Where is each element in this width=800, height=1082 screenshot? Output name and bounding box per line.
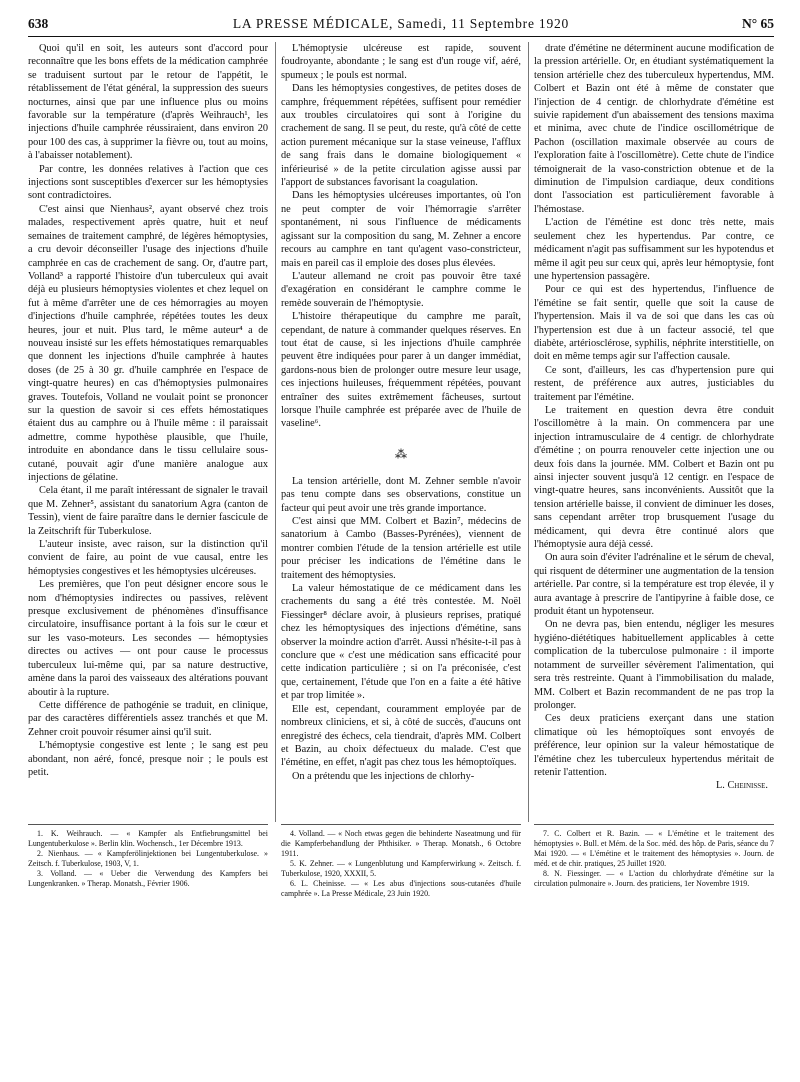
- paragraph: On aura soin d'éviter l'adrénaline et le sérum de cheval, qui risquent de déterminer une augmentation de la tension artérielle. Par contre, si la température est trop élevée, il y aura avantage à prescrire de l'antipyrine à faible dose, ce produit étant un hypotenseur.: [534, 552, 774, 618]
- paragraph: L'hémoptysie congestive est lente ; le sang est peu abondant, non aéré, foncé, presque noir ; le pouls est petit.: [28, 740, 268, 778]
- paragraph: Par contre, les données relatives à l'action que ces injections sont susceptibles d'exercer sur les hémoptysies sont contradictoires.: [28, 163, 268, 202]
- column-2: [281, 42, 521, 814]
- paragraph: Les premières, que l'on peut désigner encore sous le nom d'hémoptysies indirectes ou passives, relèvent presque exclusivement de phénomènes d'insuffisance circulatoire, insuffisance portant à la fois sur le cœur et sur les vaso-moteurs. Les secondes — hémoptysies directes ou actives — ont pour cause le processus tuberculeux lui-même qui, par sa nature destructive, amène dans la paroi des vaisseaux des altérations pouvant aboutir à la rupture.: [28, 579, 268, 698]
- page-header: [28, 14, 774, 37]
- paragraph: La valeur hémostatique de ce médicament dans les crachements du sang a été très contestée. M. Noël Fiessinger⁸ déclare avoir, à plusieurs reprises, pratiqué chez les hémoptysiques des injections d'émétine, sans observer la moindre action d'arrêt. Aussi n'hésite-t-il pas à conclure que « c'est une médication sans efficacité pour cette indication particulière ; si on l'a préconisée, c'est que, certainement, l'étude que l'on en a faite a été hâtive et par trop limitée ».: [281, 583, 521, 702]
- paragraph: C'est ainsi que MM. Colbert et Bazin⁷, médecins de sanatorium à Cambo (Basses-Pyrénées), viennent de montrer combien l'étude de la tension artérielle est utile pour préciser les indications de l'émétine dans le traitement des hémoptysies.: [281, 516, 521, 581]
- column-3: [534, 42, 774, 814]
- paragraph: On ne devra pas, bien entendu, négliger les mesures hygiéno-diététiques habituellement applicables à cette complication de la tuberculose pulmonaire : il importe notamment de surveiller sévèrement l'alimentation, qui sera très restreinte. Quant à l'immobilisation du malade, MM. Colbert et Bazin recommandent de ne pas trop la prolonger.: [534, 619, 774, 711]
- footnote: 7. C. Colbert et R. Bazin. — « L'émétine et le traitement des hémoptysies ». Bull. et Mém. de la Soc. méd. des hôp. de Paris, séance du 7 Mai 1920. — « L'émétine et le traitement des hémoptysies ». Journ. de méd. et de chir. pratiques, 25 Juillet 1920.: [534, 829, 774, 868]
- paragraph: Elle est, cependant, couramment employée par de nombreux cliniciens, et si, à côté de succès, d'aucuns ont enregistré des échecs, cela tiendrait, d'après MM. Colbert et Bazin, au choix défectueux du malade. C'est que l'émétine, en effet, n'agit pas chez tous les hémoptoïques.: [281, 703, 521, 769]
- paragraph: Ces deux praticiens exerçant dans une station climatique où les hémoptoïques sont envoyés de préférence, leur opinion sur la valeur hémostatique de l'émétine chez les tuberculeux hypertendus méritait de retenir l'attention.: [534, 713, 774, 778]
- journal-title: LA PRESSE MÉDICALE, Samedi, 11 Septembre 1920: [232, 16, 570, 31]
- paragraph: C'est ainsi que Nienhaus², ayant observé chez trois malades, respectivement après quatre, huit et neuf semaines de traitement camphré, de légères hémoptysies, a cru devoir déconseiller l'usage des injections d'huile camphrée en cas de crachement de sang. Or, d'autre part, Volland³ a rapporté l'histoire d'un tuberculeux qui avait déjà eu plusieurs hémoptysies violentes et chez lequel on fut à même d'arrêter une de ces hémorragies au moyen d'injections d'huile camphrée, répétées toutes les deux heures, jour et nuit. Plus tard, le même auteur⁴ a de nouveau insisté sur les effets hémostatiques remarquables que donnent les injections d'huile camphrée à hautes doses (de 25 à 30 gr. d'huile camphrée en l'espace de vingt-quatre heures) en cas d'hémoptysies pulmonaires graves. Toutefois, Volland ne voulait point se prononcer sur la question de savoir si ces effets hémostatiques étaient dus au camphre ou à l'huile même : il paraissait admettre, comme hypothèse plausible, que l'huile, introduite en abondance dans le tissu cellulaire sous-cutané, pouvait agir d'une manière analogue aux injections de gélatine.: [28, 203, 268, 483]
- column-rule: [275, 42, 276, 822]
- footnote: 3. Volland. — « Ueber die Verwendung des Kampfers bei Lungenkranken. » Therap. Monatsh., Février 1906.: [28, 869, 268, 888]
- footnote: 4. Volland. — « Noch etwas gegen die behinderte Naseatmung und für die Kampferbehandlung der Phthisiker. » Therap. Monatsh., 6 Octobre 1911.: [281, 829, 521, 858]
- paragraph: Dans les hémoptysies congestives, de petites doses de camphre, fréquemment répétées, suffisent pour remédier aux troubles circulatoires qui sont à l'origine du crachement de sang. Il se peut, du reste, qu'à côté de cette action purement mécanique sur la stase veineuse, l'afflux de sang frais dans le domaine biologiquement « inférieurisé » de la petite circulation agisse aussi par l'apport de substances favorisant la coagulation.: [281, 83, 521, 189]
- footnote: 1. K. Weihrauch. — « Kampfer als Entfiebrungsmittel bei Lungentuberkulose ». Berlin klin. Wochensch., 1er Décembre 1913.: [28, 829, 268, 848]
- column-1: [28, 42, 268, 814]
- footnote-rule: [534, 824, 774, 825]
- paragraph: drate d'émétine ne déterminent aucune modification de la pression artérielle. Or, en étudiant systématiquement la tension artérielle chez des tuberculeux hypertendus, MM. Colbert et Bazin ont été à même de constater que l'injection de 4 centigr. de chlorhydrate d'émétine est suivie rapidement d'un abaissement des tensions maxima et minima, avec chute de l'indice oscillométrique de Pachon (oscillation maximale observée au cours de l'exploration faite à l'oscillomètre). Cette chute de l'indice témoignerait de la vaso-constriction obtenue et de la diminution de l'impulsion cardiaque, deux conditions dont l'association est particulièrement favorable à l'hémostase.: [534, 43, 774, 215]
- paragraph: Le traitement en question devra être conduit l'oscillomètre à la main. On commencera par une injection intramusculaire de 4 centigr. de chlorhydrate d'émétine ; on pourra renouveler cette injection une ou deux fois dans la journée. MM. Colbert et Bazin ont pu ainsi injecter souvent jusqu'à 12 centigr. en l'espace de vingt-quatre heures, sans inconvénients. Aussitôt que la tension artérielle baisse, il convient de diminuer les doses, sans cependant arrêter trop brusquement l'usage du médicament, qui devra être continué alors que l'hémoptysie aura déjà cessé.: [534, 404, 774, 551]
- column-rule: [528, 42, 529, 822]
- footnotes-column-3: [534, 829, 774, 929]
- paragraph: Dans les hémoptysies ulcéreuses importantes, où l'on ne peut compter de voir l'hémorragie s'arrêter spontanément, ni sous l'influence de médicaments agissant sur la composition du sang, M. Zehner a encore recours au camphre en tant qu'agent vaso-constricteur, mais en pareil cas il emploie des doses plus élevées.: [281, 190, 521, 269]
- paragraph: Ce sont, d'ailleurs, les cas d'hypertension pure qui restent, de préférence aux autres, justiciables du traitement par l'émétine.: [534, 364, 774, 403]
- paragraph: L'auteur insiste, avec raison, sur la distinction qu'il convient de faire, au point de vue causal, entre les hémoptysies congestives et les hémoptysies ulcéreuses.: [28, 539, 268, 577]
- paragraph: La tension artérielle, dont M. Zehner semble n'avoir pas tenu compte dans ses observations, constitue un facteur qui peut avoir une très grande importance.: [281, 475, 521, 514]
- page-number: 638: [28, 16, 49, 31]
- footnote-rule: [281, 824, 521, 825]
- paragraph: Cela étant, il me paraît intéressant de signaler le travail que M. Zehner⁵, assistant du sanatorium Agra (canton de Tessin), vient de faire paraître dans le dernier fascicule de la Zeitschrift für Tuberkulose.: [28, 485, 268, 537]
- paragraph: Quoi qu'il en soit, les auteurs sont d'accord pour reconnaître que les bons effets de la médication camphrée se traduisent surtout par le retour de l'appétit, le rétablissement de l'état général, la suppression des sueurs nocturnes, ainsi que par une influence plus ou moins favorable sur la température (d'après Weihrauch¹, les injections d'huile camphrée réussiraient, dans environ 20 pour 100 des cas, à supprimer la fièvre ou, tout au moins, à l'abaisser notablement).: [28, 43, 268, 162]
- paragraph: Cette différence de pathogénie se traduit, en clinique, par des caractères différentiels assez tranchés et que M. Zehner croit pouvoir résumer ainsi qu'il suit.: [28, 699, 268, 738]
- asterism-separator: ⁂: [395, 446, 407, 461]
- footnote: 2. Nienhaus. — « Kampferölinjektionen bei Lungentuberkulose. » Zeitsch. f. Tuberkulose, 1903, V, 1.: [28, 849, 268, 868]
- footnotes-column-1: [28, 829, 268, 929]
- paragraph: On a prétendu que les injections de chlorhy-: [292, 770, 475, 782]
- paragraph: L'histoire thérapeutique du camphre me paraît, cependant, de nature à commander quelques réserves. En tout état de cause, si les injections d'huile camphrée peuvent être indiquées pour parer à un danger immédiat, gardons-nous bien de prolonger outre mesure leur usage, ces injections huileuses, fréquemment répétées, pouvant entraîner des suites extrêmement fâcheuses, surtout lorsque l'huile camphrée est préparée avec de l'huile de vaseline⁶.: [281, 311, 521, 430]
- issue-number: N° 65: [741, 16, 774, 31]
- paragraph: L'action de l'émétine est donc très nette, mais seulement chez les hypertendus. Par contre, ce médicament n'agit pas suffisamment sur les hypotendus et même il agit peu sur ceux qui, après leur hémoptysie, font une hypertension passagère.: [534, 217, 774, 282]
- paragraph: Pour ce qui est des hypertendus, l'influence de l'émétine se fait sentir, quelle que soit la cause de l'hypertension. Mais il va de soi que dans les cas où l'hypertension est due à un facteur associé, tel que diabète, artériosclérose, syphilis, néphrite interstitielle, on doit en même temps agir sur l'affection causale.: [534, 284, 774, 363]
- paragraph: L'hémoptysie ulcéreuse est rapide, souvent foudroyante, abondante ; le sang est d'un rouge vif, aéré, spumeux ; le pouls est normal.: [281, 43, 521, 81]
- footnotes-column-2: [281, 829, 521, 929]
- author-signature: L. Cheinisse.: [716, 780, 768, 792]
- paragraph: L'auteur allemand ne croit pas pouvoir être taxé d'exagération en considérant le camphre comme le remède souverain de l'hémoptysie.: [281, 270, 521, 309]
- footnote: 8. N. Fiessinger. — « L'action du chlorhydrate d'émétine sur la circulation pulmonaire ». Journ. des praticiens, 1er Novembre 1919.: [534, 869, 774, 888]
- footnote: 6. L. Cheinisse. — « Les abus d'injections sous-cutanées d'huile camphrée ». La Presse Médicale, 23 Juin 1920.: [281, 879, 521, 898]
- footnote-rule: [28, 824, 268, 825]
- footnote: 5. K. Zehner. — « Lungenblutung und Kampferwirkung ». Zeitsch. f. Tuberkulose, 1920, XXXII, 5.: [281, 859, 521, 878]
